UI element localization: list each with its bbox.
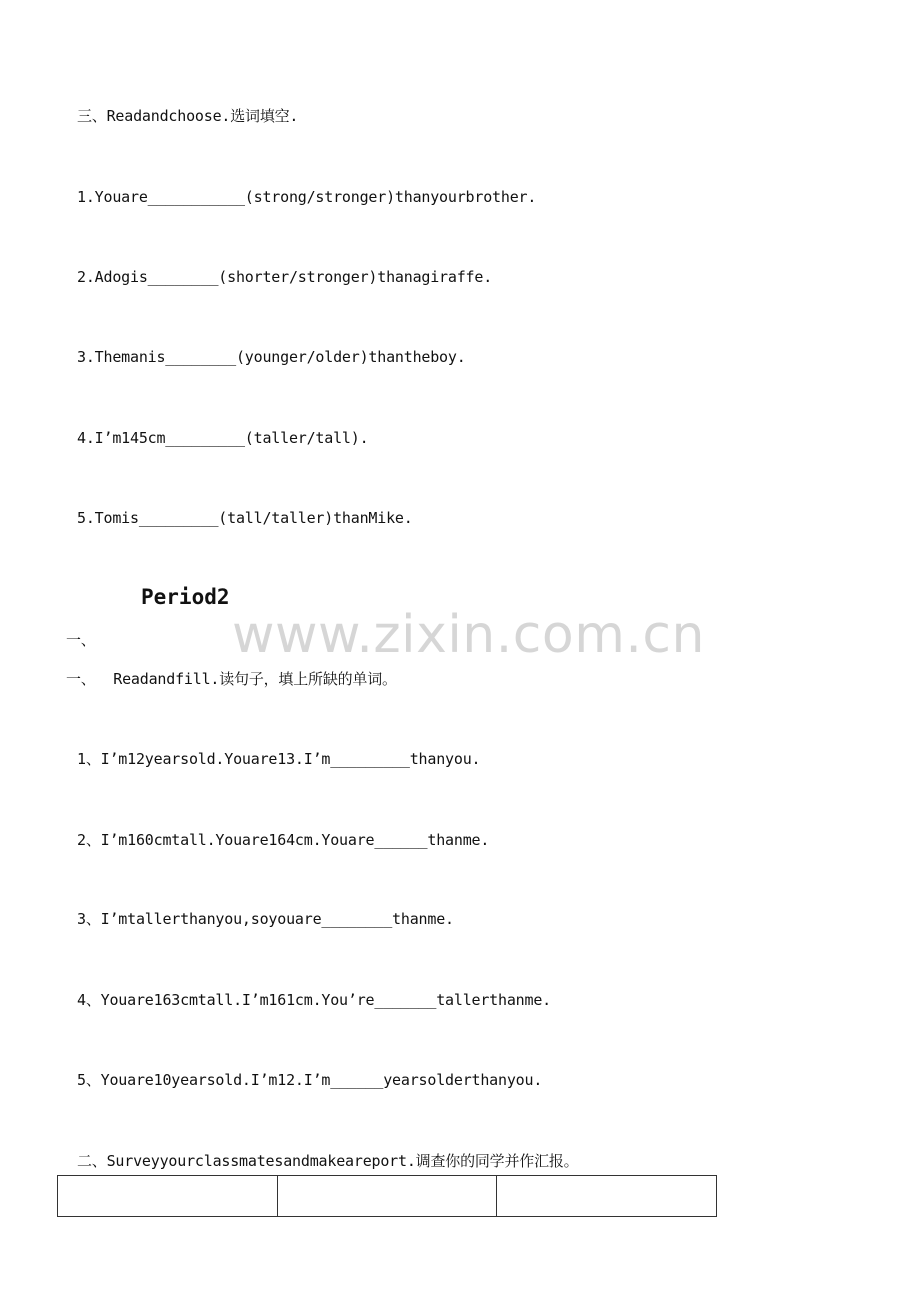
section-2-heading: 二、Surveyyourclassmatesandmakeareport.调查你的同学并作汇报。: [77, 1152, 579, 1170]
table-cell[interactable]: [58, 1176, 278, 1217]
choose-item-2: 2.Adogis________(shorter/stronger)thanagiraffe.: [77, 268, 493, 286]
fill-item-3: 3、I’mtallerthanyou,soyouare________thanme.: [77, 910, 454, 928]
fill-item-4: 4、Youare163cmtall.I’m161cm.You’re_______tallerthanme.: [77, 991, 551, 1009]
fill-item-1: 1、I’m12yearsold.Youare13.I’m_________thanyou.: [77, 750, 481, 768]
fill-item-2: 2、I’m160cmtall.Youare164cm.Youare______thanme.: [77, 831, 490, 849]
survey-table: [57, 1175, 717, 1217]
stray-section-marker: 一、: [66, 631, 96, 649]
table-row: [58, 1176, 717, 1217]
choose-item-1: 1.Youare___________(strong/stronger)thanyourbrother.: [77, 188, 537, 206]
period-title: Period2: [141, 585, 230, 609]
section-1-heading: 一、 Readandfill.读句子，填上所缺的单词。: [66, 670, 397, 688]
choose-item-4: 4.I’m145cm_________(taller/tall).: [77, 429, 369, 447]
table-cell[interactable]: [497, 1176, 717, 1217]
choose-item-3: 3.Themanis________(younger/older)thantheboy.: [77, 348, 466, 366]
choose-item-5: 5.Tomis_________(tall/taller)thanMike.: [77, 509, 413, 527]
fill-item-5: 5、Youare10yearsold.I’m12.I’m______yearsolderthanyou.: [77, 1071, 543, 1089]
table-cell[interactable]: [277, 1176, 497, 1217]
watermark: www.zixin.com.cn: [232, 605, 705, 665]
section-3-heading: 三、Readandchoose.选词填空.: [77, 107, 299, 125]
